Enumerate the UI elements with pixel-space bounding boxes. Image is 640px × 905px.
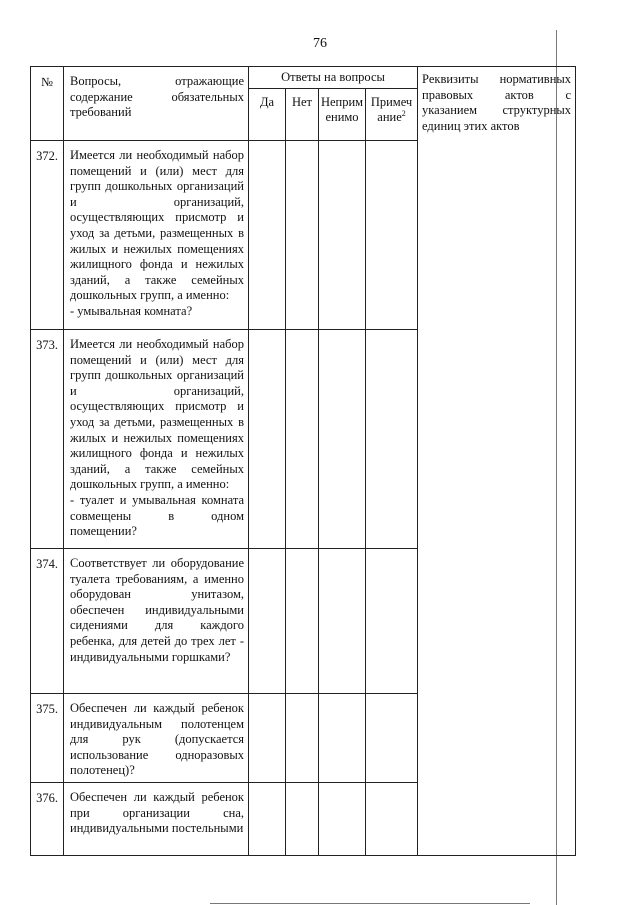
answer-note-cell[interactable] xyxy=(366,141,418,330)
header-no: Нет xyxy=(286,89,319,141)
header-requisites: Реквизиты нормативных правовых актов с указанием структурных единиц этих актов xyxy=(418,67,576,141)
header-num: № xyxy=(31,67,64,141)
answer-no-cell[interactable] xyxy=(286,330,319,549)
row-question: Имеется ли необходимый набор помещений и (или) мест для групп дошкольных организаций и организаций, осуществляющих присмотр и уход за детьми, размещенных в жилых и нежилых помещениях жилищного фонда и нежилых зданий, а также семейных дошкольных групп, а именно: - умывальная комната? xyxy=(64,141,249,330)
answer-no-cell[interactable] xyxy=(286,549,319,694)
requisites-cell[interactable] xyxy=(418,141,576,856)
answer-note-cell[interactable] xyxy=(366,330,418,549)
header-answers: Ответы на вопросы xyxy=(249,67,418,89)
answer-not-applicable-cell[interactable] xyxy=(319,330,366,549)
answer-yes-cell[interactable] xyxy=(249,141,286,330)
row-question: Соответствует ли оборудование туалета требованиям, а именно оборудован унитазом, обеспечен индивидуальными сидениями для каждого ребенка, для детей до трех лет - индивидуальными горшками? xyxy=(64,549,249,694)
header-question: Вопросы, отражающие содержание обязательных требований xyxy=(64,67,249,141)
answer-no-cell[interactable] xyxy=(286,694,319,783)
row-number: 375. xyxy=(31,694,64,783)
answer-yes-cell[interactable] xyxy=(249,782,286,855)
header-note-text: Примеч ание xyxy=(370,95,413,124)
answer-yes-cell[interactable] xyxy=(249,549,286,694)
row-question: Имеется ли необходимый набор помещений и (или) мест для групп дошкольных организаций и организаций, осуществляющих присмотр и уход за детьми, размещенных в жилых и нежилых помещениях жилищного фонда и нежилых зданий, а также семейных дошкольных групп, а именно: - туалет и умывальная комната совмещены в одном помещении? xyxy=(64,330,249,549)
header-note-footnote: 2 xyxy=(401,108,406,118)
requirements-checklist-table xyxy=(30,66,576,856)
answer-yes-cell[interactable] xyxy=(249,694,286,783)
page-number: 76 xyxy=(313,36,327,51)
answer-no-cell[interactable] xyxy=(286,782,319,855)
table-header-row xyxy=(31,67,576,89)
answer-note-cell[interactable] xyxy=(366,549,418,694)
row-question: Обеспечен ли каждый ребенок при организации сна, индивидуальными постельными xyxy=(64,782,249,855)
header-not-applicable: Неприм енимо xyxy=(319,89,366,141)
row-number: 372. xyxy=(31,141,64,330)
answer-not-applicable-cell[interactable] xyxy=(319,782,366,855)
answer-note-cell[interactable] xyxy=(366,782,418,855)
row-number: 376. xyxy=(31,782,64,855)
answer-no-cell[interactable] xyxy=(286,141,319,330)
answer-not-applicable-cell[interactable] xyxy=(319,694,366,783)
answer-not-applicable-cell[interactable] xyxy=(319,141,366,330)
answer-not-applicable-cell[interactable] xyxy=(319,549,366,694)
answer-yes-cell[interactable] xyxy=(249,330,286,549)
row-question: Обеспечен ли каждый ребенок индивидуальным полотенцем для рук (допускается использование одноразовых полотенец)? xyxy=(64,694,249,783)
row-number: 373. xyxy=(31,330,64,549)
header-note xyxy=(366,89,418,141)
header-yes: Да xyxy=(249,89,286,141)
row-number: 374. xyxy=(31,549,64,694)
answer-note-cell[interactable] xyxy=(366,694,418,783)
table-row xyxy=(31,141,576,330)
scan-bottom-line xyxy=(210,903,530,904)
